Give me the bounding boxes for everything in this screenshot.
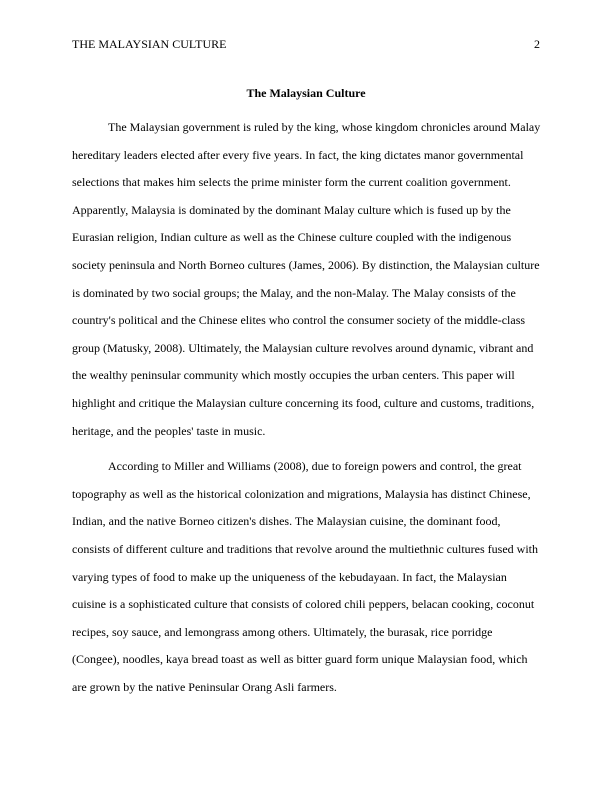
paragraph-spacer bbox=[72, 445, 540, 453]
text-line: Apparently, Malaysia is dominated by the dominant Malay culture which is fused up by the bbox=[72, 202, 511, 217]
text-line: topography as well as the historical colonization and migrations, Malaysia has distinct Chinese, bbox=[72, 486, 531, 501]
text-line: is dominated by two social groups; the Malay, and the non-Malay. The Malay consists of the bbox=[72, 285, 516, 300]
text-line: The Malaysian government is ruled by the king, whose kingdom chronicles around Malay bbox=[108, 120, 541, 134]
paragraph-1 bbox=[72, 114, 540, 445]
text-line: highlight and critique the Malaysian culture concerning its food, culture and customs, traditions, bbox=[72, 395, 535, 410]
page-header bbox=[72, 36, 540, 52]
paragraph-2 bbox=[72, 453, 540, 701]
text-line: hereditary leaders elected after every five years. In fact, the king dictates manor governmental bbox=[72, 147, 524, 162]
text-line: country's political and the Chinese elites who control the consumer society of the middle-class bbox=[72, 313, 526, 328]
text-line: are grown by the native Peninsular Orang Asli farmers. bbox=[72, 679, 337, 694]
text-line: varying types of food to make up the uniqueness of the kebudayaan. In fact, the Malaysian bbox=[72, 569, 507, 584]
text-line: (Congee), noodles, kaya bread toast as well as bitter guard form unique Malaysian food, which bbox=[72, 652, 528, 667]
text-line: Indian, and the native Borneo citizen's dishes. The Malaysian cuisine, the dominant food, bbox=[72, 514, 501, 529]
text-line: selections that makes him selects the prime minister form the current coalition government. bbox=[72, 175, 511, 190]
text-line: cuisine is a sophisticated culture that consists of colored chili peppers, belacan cooking, coconut bbox=[72, 597, 535, 612]
text-line: society peninsula and North Borneo cultures (James, 2006). By distinction, the Malaysian culture bbox=[72, 257, 540, 272]
text-line: According to Miller and Williams (2008), due to foreign powers and control, the great bbox=[108, 459, 522, 474]
text-line: heritage, and the peoples' taste in music. bbox=[72, 423, 266, 438]
text-line: the wealthy peninsular community which mostly occupies the urban centers. This paper will bbox=[72, 368, 515, 383]
document-title: The Malaysian Culture bbox=[246, 86, 366, 100]
running-head: THE MALAYSIAN CULTURE bbox=[72, 37, 227, 51]
text-line: consists of different culture and traditions that revolve around the multiethnic cultures fused with bbox=[72, 541, 538, 556]
text-line: group (Matusky, 2008). Ultimately, the Malaysian culture revolves around dynamic, vibrant and bbox=[72, 340, 534, 355]
page-number: 2 bbox=[534, 37, 540, 51]
document-body bbox=[72, 114, 540, 701]
text-line: Eurasian religion, Indian culture as well as the Chinese culture coupled with the indigenous bbox=[72, 230, 512, 245]
text-line: recipes, soy sauce, and lemongrass among others. Ultimately, the burasak, rice porridge bbox=[72, 624, 493, 639]
